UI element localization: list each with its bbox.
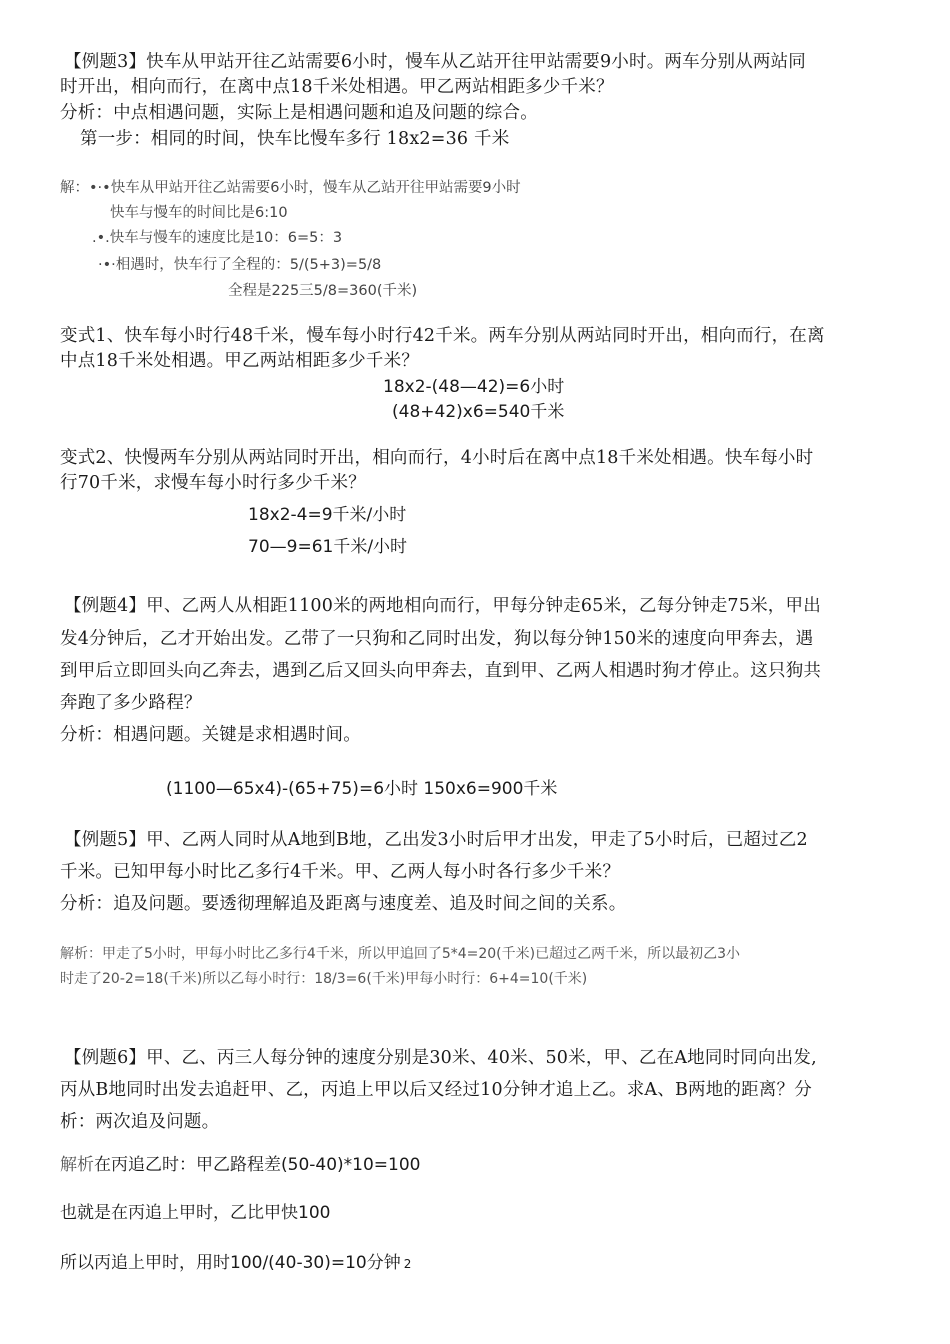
variation2-calc2: 70—9=61千米/小时	[248, 537, 408, 557]
variation2-line2: 行70千米，求慢车每小时行多少千米？	[60, 473, 366, 493]
example5-line2: 千米。已知甲每小时比乙多行4千米。甲、乙两人每小时各行多少千米？	[60, 862, 621, 882]
example3-solution-line1: 解：•·•快车从甲站开往乙站需要6小时，慢车从乙站开往甲站需要9小时	[60, 180, 521, 196]
example4-line4: 奔跑了多少路程？	[60, 693, 202, 713]
example6-solution-line3	[60, 1248, 411, 1273]
example4-line3: 到甲后立即回头向乙奔去，遇到乙后又回头向甲奔去，直到甲、乙两人相遇时狗才停止。这只狗共	[60, 661, 822, 681]
example6-line3: 析：两次追及问题。	[60, 1112, 220, 1132]
variation1-calc2: (48+42)x6=540千米	[392, 402, 565, 422]
example4-line2: 发4分钟后，乙才开始出发。乙带了一只狗和乙同时出发，狗以每分钟150米的速度向甲奔去，遇	[60, 629, 814, 649]
variation1-line2: 中点18千米处相遇。甲乙两站相距多少千米？	[60, 351, 419, 371]
example4-calc: (1100—65x4)-(65+75)=6小时 150x6=900千米	[166, 779, 558, 799]
page-number: 2	[403, 1257, 412, 1271]
variation1-line1: 变式1、快车每小时行48千米，慢车每小时行42千米。两车分别从两站同时开出，相向而行，在离	[60, 326, 825, 346]
variation2-line1: 变式2、快慢两车分别从两站同时开出，相向而行，4小时后在离中点18千米处相遇。快车每小时	[60, 448, 814, 468]
example3-step1: 第一步：相同的时间，快车比慢车多行 18x2=36 千米	[80, 129, 510, 149]
example3-solution-line2: 快车与慢车的时间比是6:10	[110, 205, 288, 221]
example3-title-line1: 【例题3】快车从甲站开往乙站需要6小时，慢车从乙站开往甲站需要9小时。两车分别从两站同	[64, 52, 806, 72]
example6-line1: 【例题6】甲、乙、丙三人每分钟的速度分别是30米、40米、50米，甲、乙在A地同时同向出发,	[64, 1048, 817, 1068]
example6-solution-text: 在丙追乙时：甲乙路程差(50-40)*10=100	[94, 1155, 421, 1175]
example3-solution-line3: .•.快车与慢车的速度比是10：6=5：3	[92, 230, 343, 246]
example3-solution-line5: 全程是225三5/8=360(千米)	[228, 283, 418, 299]
example6-solution-line2: 也就是在丙追上甲时，乙比甲快100	[60, 1203, 331, 1223]
example6-solution-line3-text: 所以丙追上甲时，用时100/(40-30)=10分钟	[60, 1253, 401, 1273]
example3-title-line2: 时开出，相向而行，在离中点18千米处相遇。甲乙两站相距多少千米？	[60, 77, 614, 97]
variation1-calc1: 18x2-(48—42)=6小时	[383, 377, 565, 397]
example6-line2: 丙从B地同时出发去追赶甲、乙，丙追上甲以后又经过10分钟才追上乙。求A、B两地的距离？分	[60, 1080, 812, 1100]
example5-line1: 【例题5】甲、乙两人同时从A地到B地，乙出发3小时后甲才出发，甲走了5小时后，已超过乙2	[64, 830, 808, 850]
example4-line1: 【例题4】甲、乙两人从相距1100米的两地相向而行，甲每分钟走65米，乙每分钟走75米，甲出	[64, 596, 821, 616]
example4-analysis: 分析：相遇问题。关键是求相遇时间。	[60, 725, 361, 745]
example5-solution-line2: 时走了20-2=18(千米)所以乙每小时行：18/3=6(千米)甲每小时行：6+4=10(千米)	[60, 971, 588, 987]
example6-solution-prefix: 解析	[60, 1155, 94, 1175]
example5-analysis: 分析：追及问题。要透彻理解追及距离与速度差、追及时间之间的关系。	[60, 894, 627, 914]
variation2-calc1: 18x2-4=9千米/小时	[248, 505, 407, 525]
example6-solution-line1	[60, 1150, 421, 1175]
example3-analysis: 分析：中点相遇问题，实际上是相遇问题和追及问题的综合。	[60, 103, 538, 123]
example5-solution-line1: 解析：甲走了5小时，甲每小时比乙多行4千米，所以甲追回了5*4=20(千米)已超过乙两千米，所以最初乙3小	[60, 946, 741, 962]
example3-solution-line4: ·•·相遇时，快车行了全程的：5/(5+3)=5/8	[98, 257, 382, 273]
